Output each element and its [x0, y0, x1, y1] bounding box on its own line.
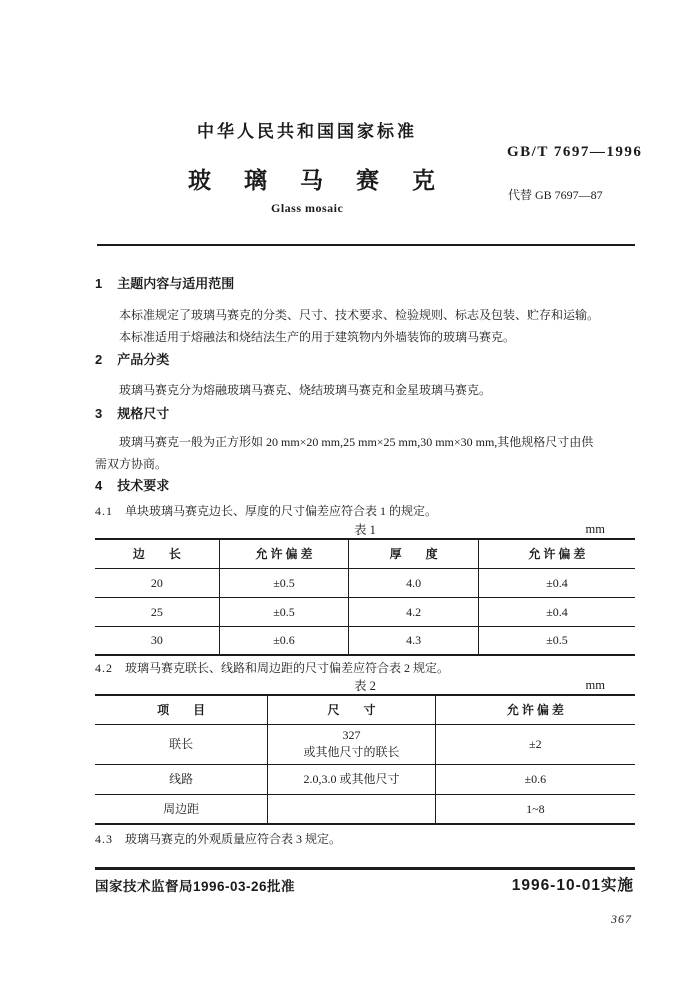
table-row — [95, 794, 635, 824]
table-2-cell-tolerance: ±0.6 — [435, 764, 635, 794]
replaces-note: 代替 GB 7697—87 — [508, 188, 603, 202]
table-row — [95, 597, 635, 626]
table-2-header-row — [95, 695, 635, 724]
section-4-number: 4 — [95, 478, 103, 493]
page-number: 367 — [611, 912, 632, 926]
table-1-cell: ±0.5 — [478, 626, 635, 655]
section-3-heading — [95, 406, 635, 422]
approval-statement: 国家技术监督局1996-03-26批准 — [95, 879, 296, 894]
clause-4-3-number: 4.3 — [95, 832, 113, 846]
table-2-caption: 表 2 — [354, 679, 376, 693]
table-1-cell: 4.0 — [349, 568, 479, 597]
table-1-header-tolerance-2: 允 许 偏 差 — [478, 539, 635, 568]
size-value-line-2: 或其他尺寸的联长 — [303, 745, 400, 759]
section-1-number: 1 — [95, 276, 103, 291]
header-divider-rule — [97, 244, 635, 246]
table-row — [95, 626, 635, 655]
table-1-cell: ±0.4 — [478, 597, 635, 626]
table-1-header-side-length: 边 长 — [132, 546, 181, 561]
table-1-cell: 4.3 — [349, 626, 479, 655]
table-2-header-item: 项 目 — [157, 702, 206, 717]
section-2-paragraph-1: 玻璃马赛克分为熔融玻璃马赛克、烧结玻璃马赛克和金星玻璃马赛克。 — [119, 383, 492, 397]
implementation-date: 1996-10-01实施 — [511, 877, 634, 894]
table-1-cell: ±0.5 — [219, 597, 349, 626]
table-2-header-size: 尺 寸 — [268, 695, 435, 724]
section-3-title: 规格尺寸 — [117, 406, 170, 421]
table-1-header-row — [95, 539, 635, 568]
table-row — [95, 568, 635, 597]
document-title-english: Glass mosaic — [271, 201, 344, 215]
table-1-header-thickness: 厚 度 — [349, 539, 479, 568]
section-3-paragraph-line-2: 需双方协商。 — [95, 457, 168, 471]
table-2-unit: mm — [585, 678, 605, 692]
section-2-number: 2 — [95, 352, 103, 367]
table-1-cell: ±0.5 — [219, 568, 349, 597]
section-2-title: 产品分类 — [117, 352, 170, 367]
table-1-caption-row — [95, 522, 635, 538]
document-title-chinese: 玻璃马赛克 — [188, 167, 468, 193]
table-1-cell: 4.2 — [349, 597, 479, 626]
table-row — [95, 764, 635, 794]
clause-4-1 — [95, 503, 635, 520]
table-1-cell: 25 — [95, 597, 219, 626]
section-1-title: 主题内容与适用范围 — [117, 276, 235, 291]
table-2-cell-item: 联长 — [95, 724, 268, 764]
table-2 — [95, 694, 635, 825]
table-1-cell: 20 — [95, 568, 219, 597]
table-1-cell: 30 — [95, 626, 219, 655]
table-1-caption: 表 1 — [354, 523, 376, 537]
size-value-line-1: 327 — [342, 728, 361, 742]
section-4-title: 技术要求 — [117, 478, 170, 493]
table-2-cell-item: 周边距 — [95, 794, 268, 824]
section-2-heading — [95, 352, 635, 368]
table-2-cell-size: 2.0,3.0 或其他尺寸 — [268, 764, 435, 794]
section-1-paragraph-2: 本标准适用于熔融法和烧结法生产的用于建筑物内外墙装饰的玻璃马赛克。 — [119, 330, 516, 344]
table-1-header-tolerance-1: 允 许 偏 差 — [219, 539, 349, 568]
table-1-cell: ±0.6 — [219, 626, 349, 655]
national-standard-label: 中华人民共和国国家标准 — [197, 122, 417, 141]
clause-4-3-text: 玻璃马赛克的外观质量应符合表 3 规定。 — [125, 832, 342, 846]
table-2-cell-tolerance: ±2 — [435, 724, 635, 764]
table-2-caption-row — [95, 678, 635, 694]
table-2-cell-size — [268, 724, 435, 764]
table-1-cell: ±0.4 — [478, 568, 635, 597]
standard-number: GB/T 7697—1996 — [507, 144, 643, 160]
footer-divider-rule — [95, 867, 635, 870]
clause-4-3 — [95, 831, 635, 848]
table-1 — [95, 538, 635, 656]
clause-4-1-number: 4.1 — [95, 504, 113, 518]
table-2-cell-tolerance: 1~8 — [435, 794, 635, 824]
clause-4-1-text: 单块玻璃马赛克边长、厚度的尺寸偏差应符合表 1 的规定。 — [125, 504, 438, 518]
table-2-cell-size — [268, 794, 435, 824]
table-2-header-tolerance: 允 许 偏 差 — [435, 695, 635, 724]
document-body — [95, 262, 635, 848]
clause-4-2 — [95, 660, 635, 677]
section-4-heading — [95, 478, 635, 494]
section-1-heading — [95, 276, 635, 292]
section-3-paragraph-line-1: 玻璃马赛克一般为正方形如 20 mm×20 mm,25 mm×25 mm,30 mm×30 mm,其他规格尺寸由供 — [119, 435, 594, 449]
table-1-unit: mm — [585, 522, 605, 536]
section-1-paragraph-1: 本标准规定了玻璃马赛克的分类、尺寸、技术要求、检验规则、标志及包装、贮存和运输。 — [119, 308, 600, 322]
table-2-cell-item: 线路 — [95, 764, 268, 794]
section-3-number: 3 — [95, 406, 103, 421]
clause-4-2-text: 玻璃马赛克联长、线路和周边距的尺寸偏差应符合表 2 规定。 — [125, 661, 450, 675]
table-row — [95, 724, 635, 764]
clause-4-2-number: 4.2 — [95, 661, 113, 675]
